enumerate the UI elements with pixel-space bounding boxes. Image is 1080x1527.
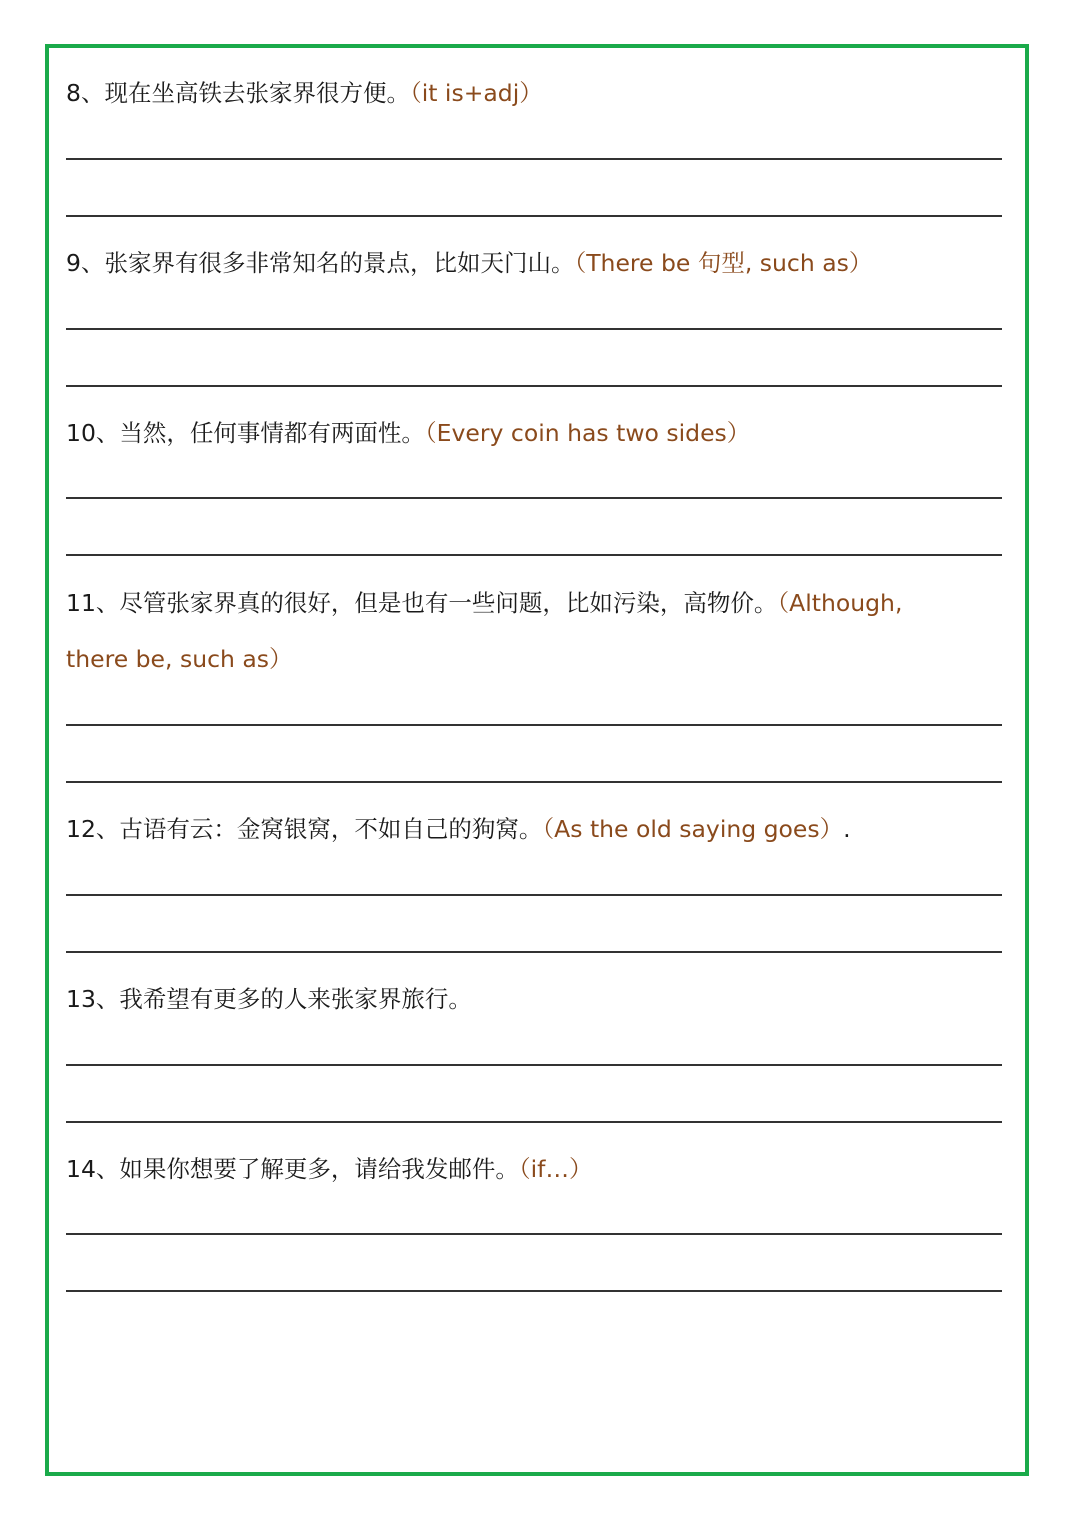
question-hint: （it is+adj） <box>409 79 543 107</box>
answer-line[interactable] <box>66 894 1002 896</box>
question-number: 12、 <box>66 815 120 843</box>
answer-line[interactable] <box>66 385 1002 387</box>
question-12 <box>66 812 851 846</box>
question-8 <box>66 76 543 110</box>
question-hint-continued: there be, such as） <box>66 645 293 673</box>
answer-line[interactable] <box>66 1121 1002 1123</box>
answer-line[interactable] <box>66 158 1002 160</box>
question-9 <box>66 246 872 280</box>
question-text: 尽管张家界真的很好，但是也有一些问题，比如污染，高物价。 <box>119 589 778 617</box>
question-hint: （if…） <box>518 1155 593 1183</box>
answer-line[interactable] <box>66 781 1002 783</box>
question-text: 如果你想要了解更多，请给我发邮件。 <box>119 1155 519 1183</box>
answer-line[interactable] <box>66 951 1002 953</box>
question-number: 9、 <box>66 249 105 277</box>
question-number: 10、 <box>66 419 120 447</box>
question-text: 当然，任何事情都有两面性。 <box>119 419 425 447</box>
question-10 <box>66 416 750 450</box>
answer-line[interactable] <box>66 497 1002 499</box>
question-suffix: . <box>843 815 851 843</box>
question-hint: （Every coin has two sides） <box>424 419 751 447</box>
answer-line[interactable] <box>66 215 1002 217</box>
question-11 <box>66 586 902 620</box>
answer-line[interactable] <box>66 724 1002 726</box>
answer-line[interactable] <box>66 1290 1002 1292</box>
answer-line[interactable] <box>66 1064 1002 1066</box>
answer-line[interactable] <box>66 1233 1002 1235</box>
question-text: 我希望有更多的人来张家界旅行。 <box>119 985 472 1013</box>
answer-line[interactable] <box>66 328 1002 330</box>
question-hint: （Although, <box>777 589 903 617</box>
question-text: 现在坐高铁去张家界很方便。 <box>104 79 410 107</box>
question-text: 张家界有很多非常知名的景点，比如天门山。 <box>104 249 575 277</box>
question-hint: （There be 句型, such as） <box>574 249 873 277</box>
question-13 <box>66 982 472 1016</box>
question-hint: （As the old saying goes） <box>542 815 844 843</box>
question-number: 11、 <box>66 589 120 617</box>
question-text: 古语有云：金窝银窝，不如自己的狗窝。 <box>119 815 543 843</box>
question-number: 14、 <box>66 1155 120 1183</box>
question-14 <box>66 1152 592 1186</box>
question-number: 13、 <box>66 985 120 1013</box>
answer-line[interactable] <box>66 554 1002 556</box>
question-number: 8、 <box>66 79 105 107</box>
